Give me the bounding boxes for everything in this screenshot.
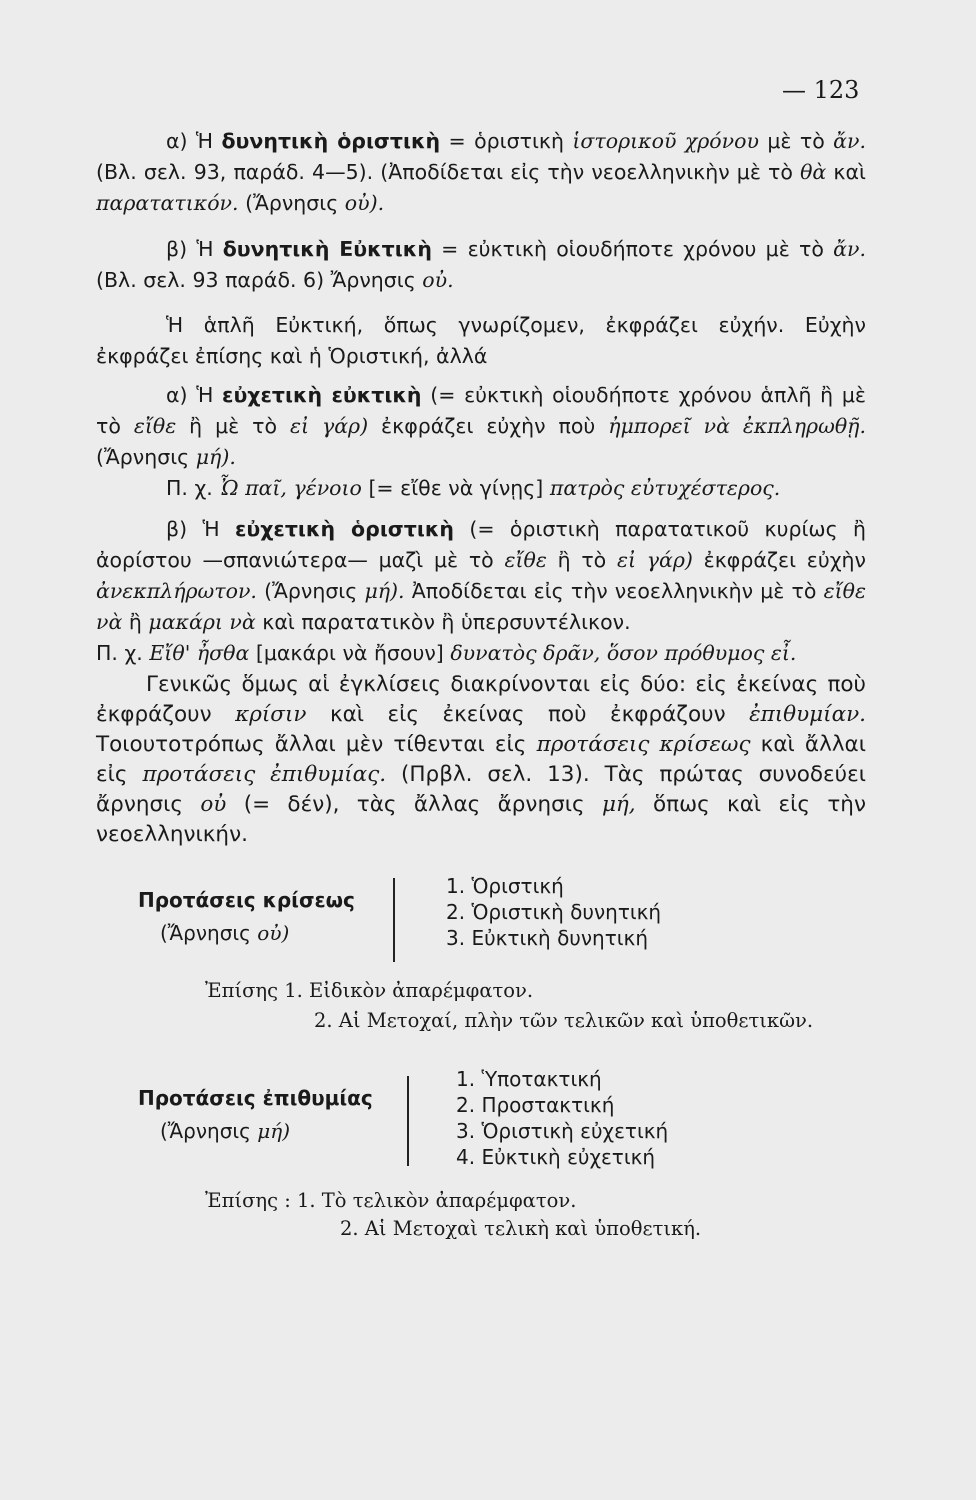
text: (= δέν), τὰς ἄλλας ἄρνησις xyxy=(243,792,585,817)
term: εἴθε xyxy=(504,548,547,572)
text: ἢ μὲ τὸ xyxy=(189,414,278,438)
term: μή). xyxy=(195,445,236,469)
text: μὲ τὸ xyxy=(767,129,825,153)
desire-also-2 xyxy=(340,1214,701,1244)
term: οὐ. xyxy=(422,268,454,292)
term: ἄν. xyxy=(833,237,866,261)
text: [= εἴθε νὰ γίνῃς] xyxy=(368,476,544,500)
term: δυνητικὴ Εὐκτικὴ xyxy=(222,237,432,261)
paragraph-wish-optative xyxy=(96,380,866,504)
text: καὶ xyxy=(833,160,866,184)
text: Γενικῶς ὅμως αἱ ἐγκλίσεις διακρίνονται εἰς δύο: εἰς ἐκείνας ποὺ ἐκφράζουν xyxy=(96,672,866,727)
text: Ἐπίσης xyxy=(205,979,279,1002)
text: ὅπως καὶ εἰς τὴν νεοελληνικήν. xyxy=(96,792,866,847)
text: καὶ παρατατικὸν ἢ ὑπερσυντέλικον. xyxy=(262,610,631,634)
text: (Πρβλ. σελ. 13). Τὰς πρώτας συνοδεύει ἄρνησις xyxy=(96,762,867,817)
term: εἴθε νὰ xyxy=(96,579,866,634)
list-item: 2. Ὁριστικὴ δυνητική xyxy=(446,900,662,924)
list-item: 2. Αἱ Μετοχαὶ τελικὴ καὶ ὑποθετική. xyxy=(340,1217,702,1240)
text: = εὐκτικὴ οἱουδήποτε χρόνου μὲ τὸ xyxy=(441,237,824,261)
paragraph-simple-optative xyxy=(96,310,866,372)
text: β) Ἡ xyxy=(166,237,214,261)
term: μακάρι νὰ xyxy=(148,610,256,634)
text: β) Ἡ xyxy=(166,517,220,541)
term: προτάσεις ἐπιθυμίας. xyxy=(142,762,387,787)
text: Ἐπίσης : xyxy=(205,1189,291,1212)
text: α) Ἡ xyxy=(166,129,214,153)
term: μή). xyxy=(364,579,405,603)
judgment-group-label xyxy=(138,884,355,950)
term: Ὦ παῖ, γένοιο xyxy=(219,476,362,500)
text: ἢ τὸ xyxy=(557,548,607,572)
text: (Ἄρνησις xyxy=(160,921,251,945)
text: Ἀποδίδεται εἰς τὴν νεοελληνικὴν μὲ τὸ xyxy=(411,579,817,603)
term: εἰ γάρ) xyxy=(616,548,693,572)
list-item: 2. Αἱ Μετοχαί, πλὴν τῶν τελικῶν καὶ ὑποθετικῶν. xyxy=(314,1009,814,1032)
text: [μακάρι νὰ ἤσουν] xyxy=(255,641,444,665)
text: (Ἄρνησις xyxy=(245,191,339,215)
list-item: 3. Ὁριστικὴ εὐχετική xyxy=(456,1119,669,1143)
term: οὐ) xyxy=(257,921,290,945)
text: Π. χ. xyxy=(96,641,143,665)
text: Ἡ ἁπλῆ Εὐκτική, ὅπως γνωρίζομεν, ἐκφράζει εὐχήν. Εὐχὴν ἐκφράζει ἐπίσης καὶ ἡ Ὁριστική, ἀλλά xyxy=(96,313,866,368)
text: (Βλ. σελ. 93 παράδ. 6) Ἄρνησις xyxy=(96,268,416,292)
text: (= ὁριστικὴ παρατατικοῦ κυρίως ἢ ἀορίστου —σπανιώτερα— μαζὶ μὲ τὸ xyxy=(96,517,866,572)
text: (Βλ. σελ. 93, παράδ. 4—5). (Ἀποδίδεται εἰς τὴν νεοελληνικὴν μὲ τὸ xyxy=(96,160,793,184)
list-item: 4. Εὐκτικὴ εὐχετική xyxy=(456,1145,656,1169)
text: ἐκφράζει εὐχὴν ποὺ xyxy=(381,414,596,438)
desire-group-label xyxy=(138,1082,373,1148)
list-item: 3. Εὐκτικὴ δυνητική xyxy=(446,926,648,950)
term: θὰ xyxy=(800,160,827,184)
term: εἰ γάρ) xyxy=(289,414,369,438)
term: εἴθε xyxy=(133,414,177,438)
list-item: 1. Ὑποτακτική xyxy=(456,1067,602,1091)
judgment-also xyxy=(205,976,533,1006)
text: Τοιουτοτρόπως ἄλλαι μὲν τίθενται εἰς xyxy=(96,732,527,757)
group-title: Προτάσεις ἐπιθυμίας xyxy=(138,1086,373,1110)
judgment-also-2 xyxy=(314,1006,813,1036)
term: δυνατὸς δρᾶν, ὅσον πρόθυμος εἶ. xyxy=(450,641,797,665)
term: ἀνεκπλήρωτον. xyxy=(96,579,257,603)
term: ἠμπορεῖ νὰ ἐκπληρωθῇ. xyxy=(608,414,866,438)
term: πατρὸς εὐτυχέστερος. xyxy=(549,476,781,500)
text: καὶ εἰς ἐκείνας ποὺ ἐκφράζουν xyxy=(329,702,726,727)
term: προτάσεις κρίσεως xyxy=(536,732,751,757)
term: ἱστορικοῦ χρόνου xyxy=(572,129,759,153)
desire-list xyxy=(456,1066,668,1170)
text: (Ἄρνησις xyxy=(96,445,190,469)
term: ἐπιθυμίαν. xyxy=(749,702,867,727)
judgment-brace xyxy=(393,878,395,962)
example-line xyxy=(96,641,796,665)
term: παρατατικόν. xyxy=(96,191,239,215)
term: δυνητικὴ ὁριστικὴ xyxy=(221,129,441,153)
term: εὐχετικὴ ὁριστικὴ xyxy=(234,517,455,541)
judgment-list xyxy=(446,873,661,951)
text: καὶ ἄλλαι εἰς xyxy=(96,732,867,787)
text: ἐκφράζει εὐχὴν xyxy=(703,548,866,572)
term: κρίσιν xyxy=(235,702,307,727)
text: (Ἄρνησις xyxy=(160,1119,251,1143)
page-number: — 123 xyxy=(782,76,860,104)
term: μή, xyxy=(601,792,636,817)
text: ἢ xyxy=(128,610,142,634)
text: Π. χ. xyxy=(166,476,213,500)
term: οὐ). xyxy=(344,191,385,215)
text: α) Ἡ xyxy=(166,383,214,407)
list-item: 2. Προστακτική xyxy=(456,1093,615,1117)
text: (Ἄρνησις xyxy=(264,579,358,603)
text: = ὁριστικὴ xyxy=(448,129,564,153)
text: (= εὐκτικὴ οἱουδήποτε χρόνου ἁπλῆ ἢ μὲ τὸ xyxy=(96,383,866,438)
list-item: 1. Εἰδικὸν ἀπαρέμφατον. xyxy=(284,979,534,1002)
paragraph-potential-optative xyxy=(96,234,866,296)
paragraph-potential-indicative xyxy=(96,126,866,219)
list-item: 1. Τὸ τελικὸν ἀπαρέμφατον. xyxy=(296,1189,577,1212)
desire-also xyxy=(205,1186,576,1216)
term: μή) xyxy=(257,1119,291,1143)
term: ἄν. xyxy=(833,129,866,153)
example-line xyxy=(166,476,780,500)
group-title: Προτάσεις κρίσεως xyxy=(138,888,355,912)
term: Εἴθ' ἦσθα xyxy=(149,641,250,665)
term: οὐ xyxy=(200,792,227,817)
desire-brace xyxy=(407,1076,409,1166)
paragraph-general xyxy=(96,670,866,850)
list-item: 1. Ὁριστική xyxy=(446,874,564,898)
term: εὐχετικὴ εὐκτικὴ xyxy=(222,383,422,407)
paragraph-wish-indicative xyxy=(96,514,866,669)
